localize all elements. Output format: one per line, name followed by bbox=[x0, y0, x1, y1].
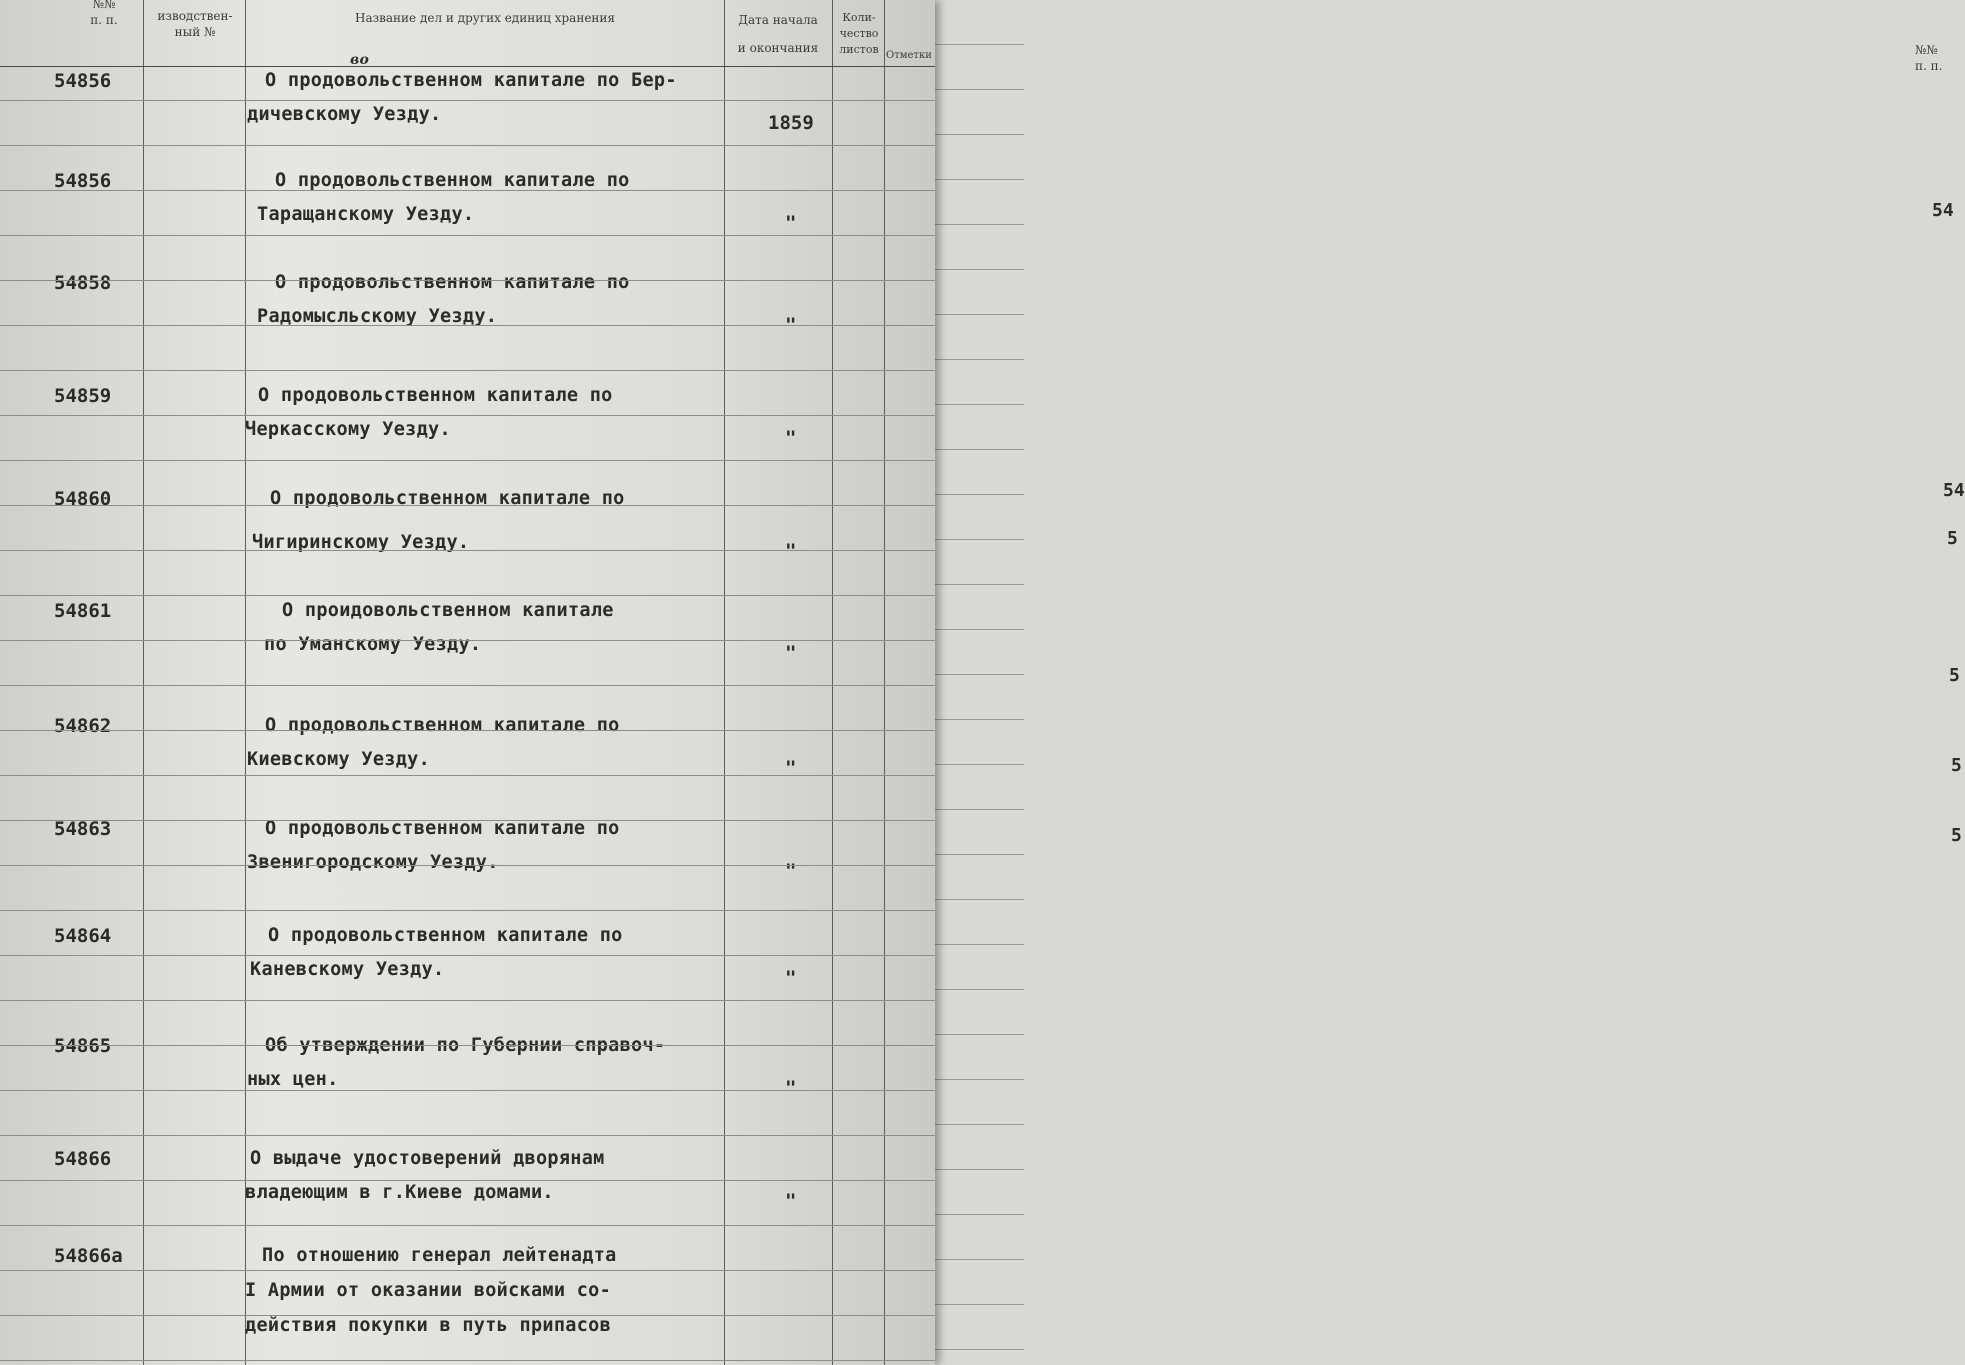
entry-title-line: По отношению генерал лейтенадта bbox=[262, 1245, 617, 1266]
ruled-line bbox=[0, 910, 935, 911]
next-page-edge bbox=[935, 0, 1965, 1365]
entry-title-line: О продовольственном капитале по bbox=[275, 272, 630, 293]
ditto-mark: " bbox=[785, 860, 797, 882]
entry-title-line: Чигиринскому Уезду. bbox=[252, 532, 470, 553]
header-rule bbox=[0, 66, 935, 67]
ditto-mark: " bbox=[785, 212, 797, 234]
column-divider bbox=[245, 0, 246, 1365]
ruled-line bbox=[0, 1315, 935, 1316]
entry-number: 54860 bbox=[54, 488, 112, 510]
ditto-mark: " bbox=[785, 757, 797, 779]
ruled-line bbox=[0, 1225, 935, 1226]
ruled-line bbox=[0, 1045, 935, 1046]
entry-title-line: владеющим в г.Киеве домами. bbox=[245, 1182, 554, 1203]
ruled-line bbox=[0, 550, 935, 551]
entry-number: 54856 bbox=[54, 70, 112, 92]
ruled-line bbox=[0, 775, 935, 776]
ruled-line bbox=[0, 640, 935, 641]
ruled-line bbox=[0, 145, 935, 146]
entry-title-line: дичевскому Уезду. bbox=[247, 104, 442, 125]
column-divider bbox=[724, 0, 725, 1365]
column-divider bbox=[832, 0, 833, 1365]
entry-number: 54865 bbox=[54, 1035, 112, 1057]
next-page-header: №№ п. п. bbox=[1915, 43, 1943, 73]
header-notes: Отметки bbox=[886, 50, 932, 61]
ledger-page bbox=[0, 0, 935, 1365]
ditto-mark: " bbox=[785, 1190, 797, 1212]
entry-title-line: Каневскому Уезду. bbox=[250, 959, 445, 980]
next-page-number: 54 bbox=[1932, 200, 1954, 221]
entry-number: 54866 bbox=[54, 1148, 112, 1170]
ruled-line bbox=[0, 1135, 935, 1136]
ruled-line bbox=[0, 595, 935, 596]
ruled-line bbox=[0, 730, 935, 731]
entry-number: 54858 bbox=[54, 272, 112, 294]
entry-title-line: О продовольственном капитале по bbox=[270, 488, 625, 509]
entry-number: 54856 bbox=[54, 170, 112, 192]
entry-title-line: Таращанскому Уезду. bbox=[257, 204, 475, 225]
ditto-mark: " bbox=[785, 540, 797, 562]
column-divider bbox=[884, 0, 885, 1365]
ditto-mark: " bbox=[785, 1077, 797, 1099]
ruled-line bbox=[0, 415, 935, 416]
entry-number: 54859 bbox=[54, 385, 112, 407]
entry-number: 54866а bbox=[54, 1245, 123, 1267]
ruled-line bbox=[0, 325, 935, 326]
handwritten-correction: во bbox=[350, 52, 370, 68]
ditto-mark: " bbox=[785, 427, 797, 449]
next-page-number: 5 bbox=[1951, 755, 1962, 776]
ditto-mark: " bbox=[785, 314, 797, 336]
entry-title-line: О проидовольственном капитале bbox=[282, 600, 614, 621]
ruled-line bbox=[0, 190, 935, 191]
entry-title-line: I Армии от оказании войсками со- bbox=[245, 1280, 612, 1301]
entry-title-line: Об утверждении по Губернии справоч- bbox=[265, 1035, 666, 1056]
next-page-number: 5 bbox=[1951, 825, 1962, 846]
header-num: №№ п. п. bbox=[90, 0, 118, 27]
ruled-line bbox=[0, 1090, 935, 1091]
header-title: Название дел и других единиц хранения bbox=[354, 11, 615, 25]
ruled-line bbox=[0, 865, 935, 866]
ruled-line bbox=[0, 460, 935, 461]
entry-number: 54863 bbox=[54, 818, 112, 840]
next-page-number: 5 bbox=[1949, 665, 1960, 686]
entry-title-line: О выдаче удостоверений дворянам bbox=[250, 1148, 605, 1169]
ruled-line bbox=[0, 100, 935, 101]
header-sheets: Коли- чество листов bbox=[839, 11, 879, 56]
ruled-line bbox=[0, 235, 935, 236]
ruled-line bbox=[0, 370, 935, 371]
entry-number: 54862 bbox=[54, 715, 112, 737]
entry-title-line: Радомысльскому Уезду. bbox=[257, 306, 498, 327]
header-dates: Дата начала и окончания bbox=[737, 13, 819, 55]
entry-title-line: О продовольственном капитале по bbox=[258, 385, 613, 406]
entry-title-line: О продовольственном капитале по bbox=[265, 818, 620, 839]
ruled-line bbox=[0, 1360, 935, 1361]
entry-date: 1859 bbox=[768, 112, 814, 134]
ditto-mark: " bbox=[785, 642, 797, 664]
entry-title-line: О продовольственном капитале по bbox=[265, 715, 620, 736]
entry-title-line: действия покупки в путь припасов bbox=[245, 1315, 612, 1336]
ruled-line bbox=[0, 685, 935, 686]
next-page-number: 54 bbox=[1943, 480, 1965, 501]
ruled-line bbox=[0, 955, 935, 956]
ruled-line bbox=[0, 1180, 935, 1181]
ruled-line bbox=[0, 1270, 935, 1271]
ruled-line bbox=[0, 505, 935, 506]
entry-title-line: Киевскому Уезду. bbox=[247, 749, 431, 770]
ruled-line bbox=[0, 280, 935, 281]
entry-title-line: Черкасскому Уезду. bbox=[245, 419, 451, 440]
entry-title-line: Звенигородскому Уезду. bbox=[247, 852, 499, 873]
ditto-mark: " bbox=[785, 967, 797, 989]
ruled-line bbox=[0, 1000, 935, 1001]
column-divider bbox=[143, 0, 144, 1365]
entry-title-line: ных цен. bbox=[247, 1069, 339, 1090]
entry-title-line: О продовольственном капитале по bbox=[268, 925, 623, 946]
entry-number: 54861 bbox=[54, 600, 112, 622]
ruled-line bbox=[0, 820, 935, 821]
entry-title-line: О продовольственном капитале по Бер- bbox=[265, 70, 677, 91]
entry-title-line: по Уманскому Уезду. bbox=[264, 634, 482, 655]
header-prod-num: изводствен- ный № bbox=[157, 9, 233, 39]
entry-title-line: О продовольственном капитале по bbox=[275, 170, 630, 191]
entry-number: 54864 bbox=[54, 925, 112, 947]
next-page-number: 5 bbox=[1947, 528, 1958, 549]
